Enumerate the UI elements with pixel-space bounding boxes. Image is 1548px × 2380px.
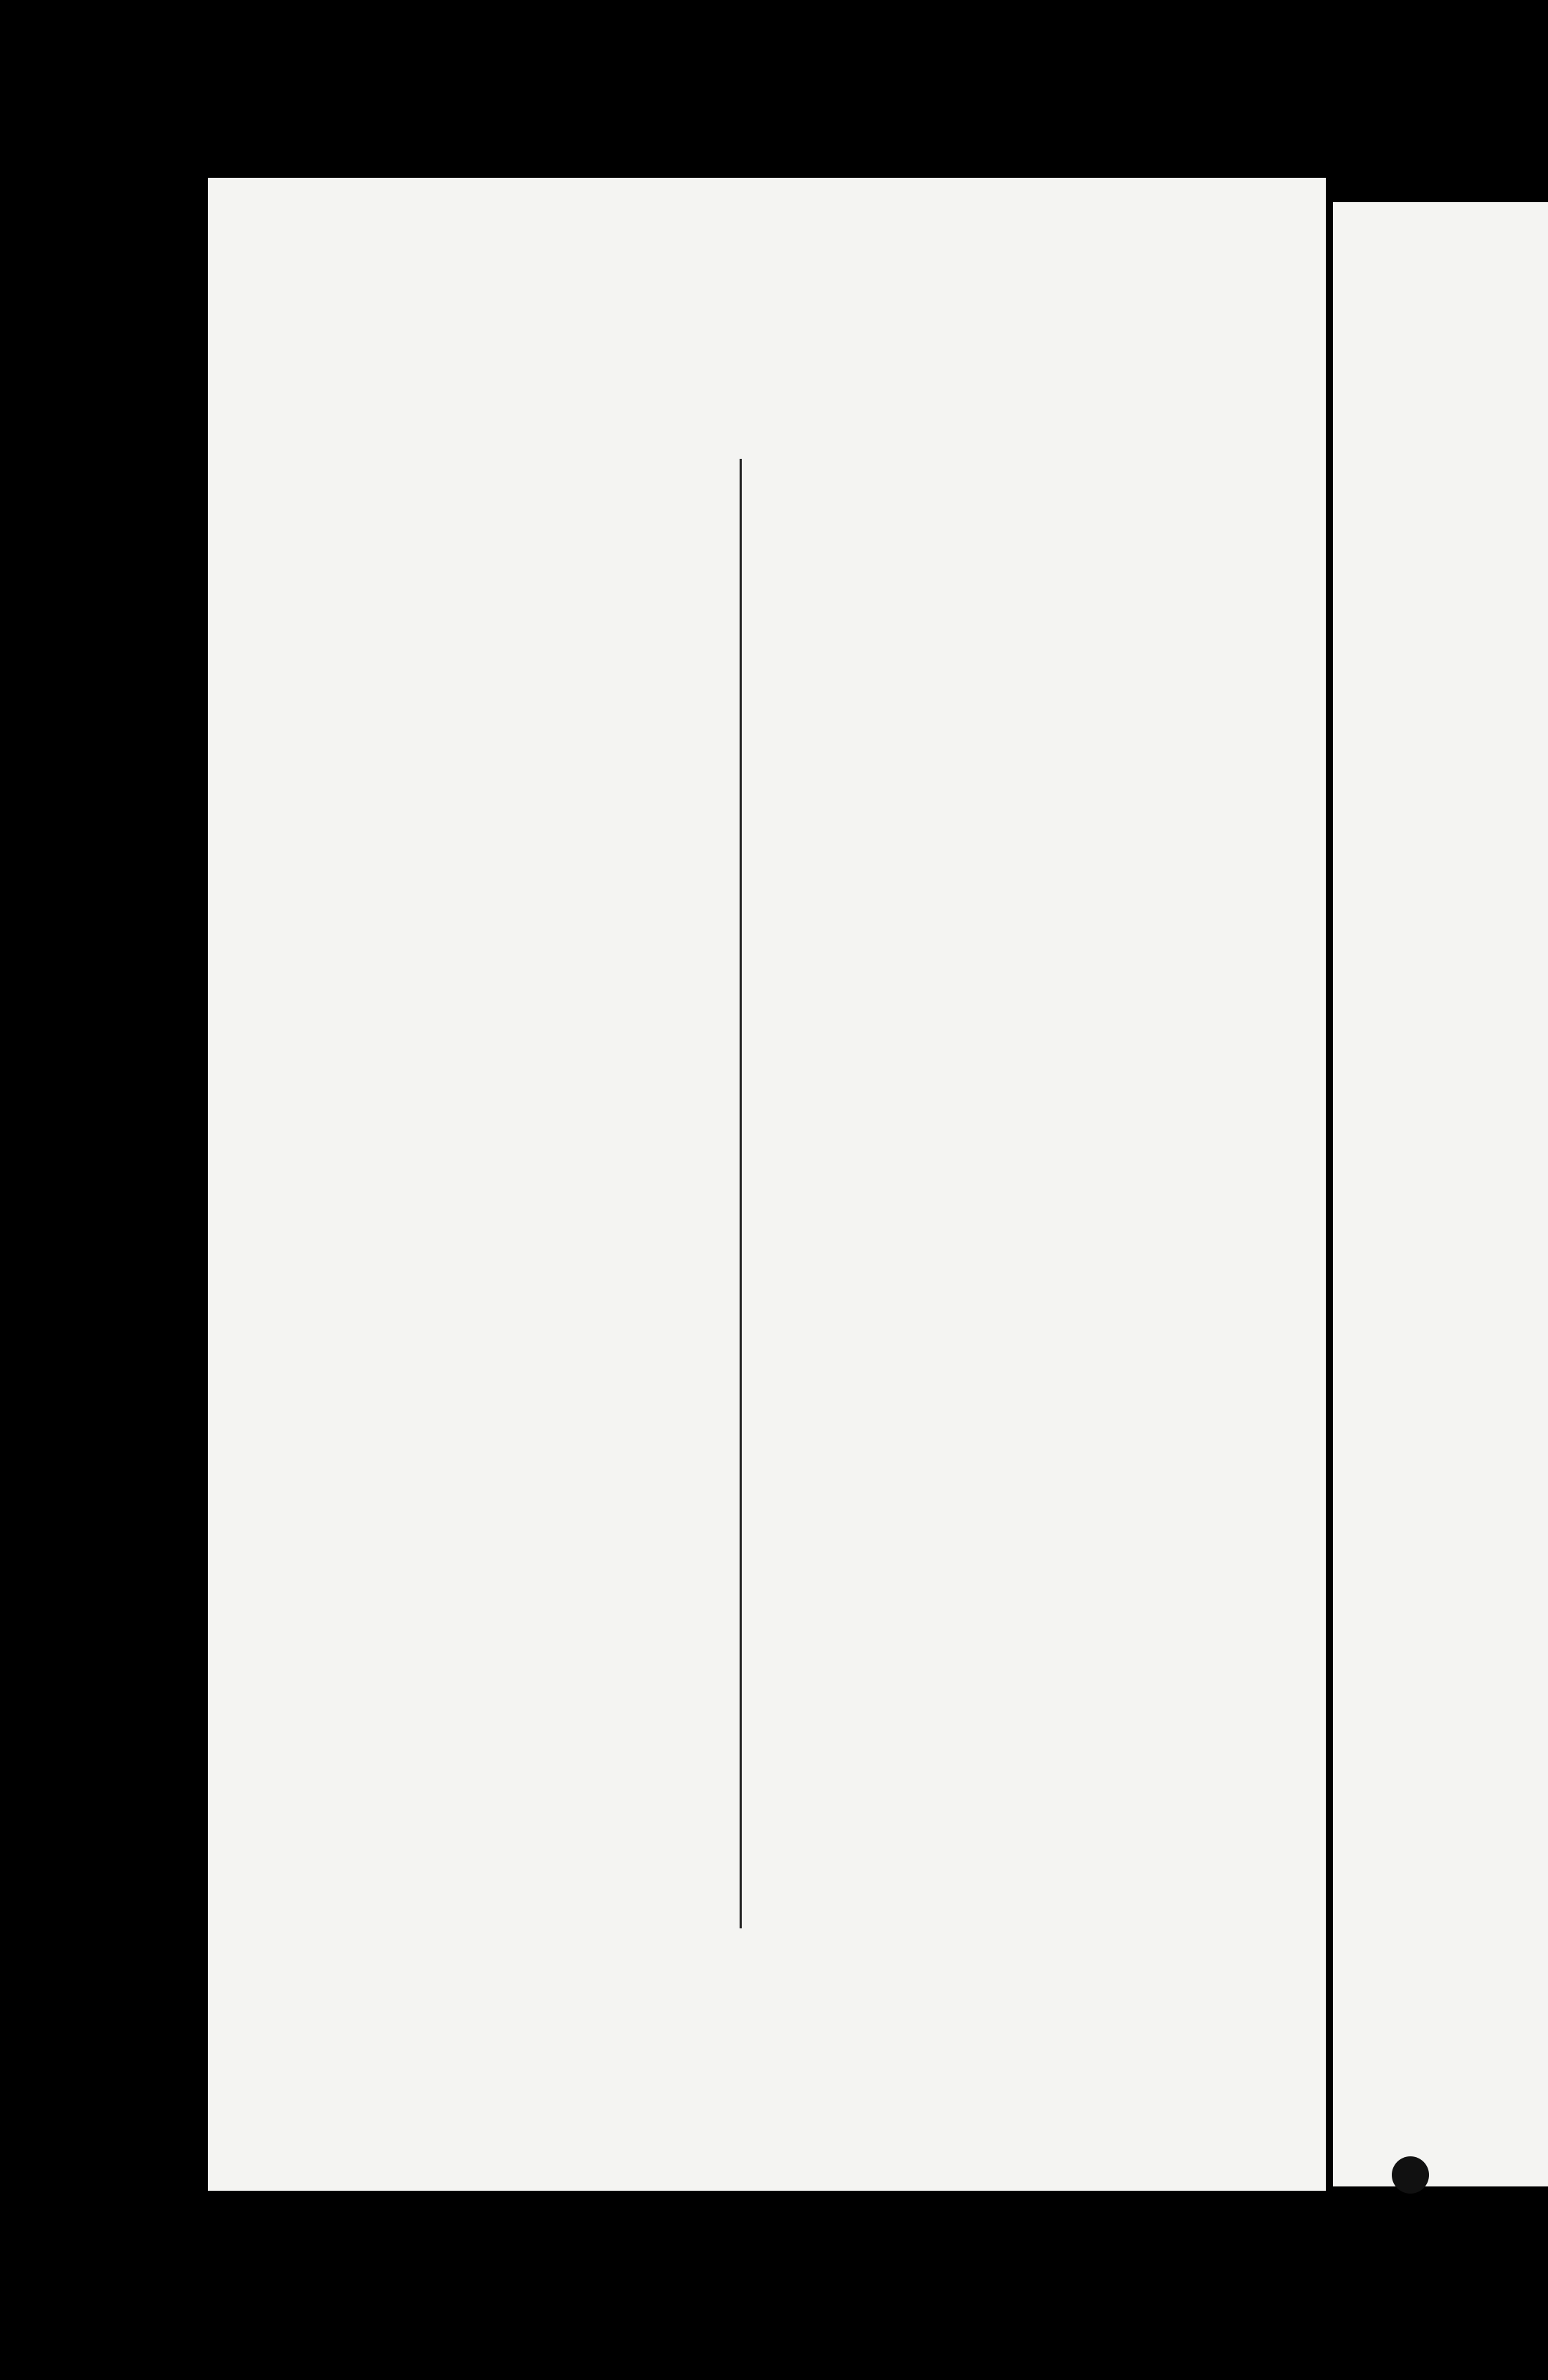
document-page bbox=[208, 178, 1326, 2191]
column-divider bbox=[740, 459, 742, 1928]
next-page-fragment bbox=[1333, 202, 1548, 2186]
ink-blot bbox=[1392, 2156, 1429, 2194]
